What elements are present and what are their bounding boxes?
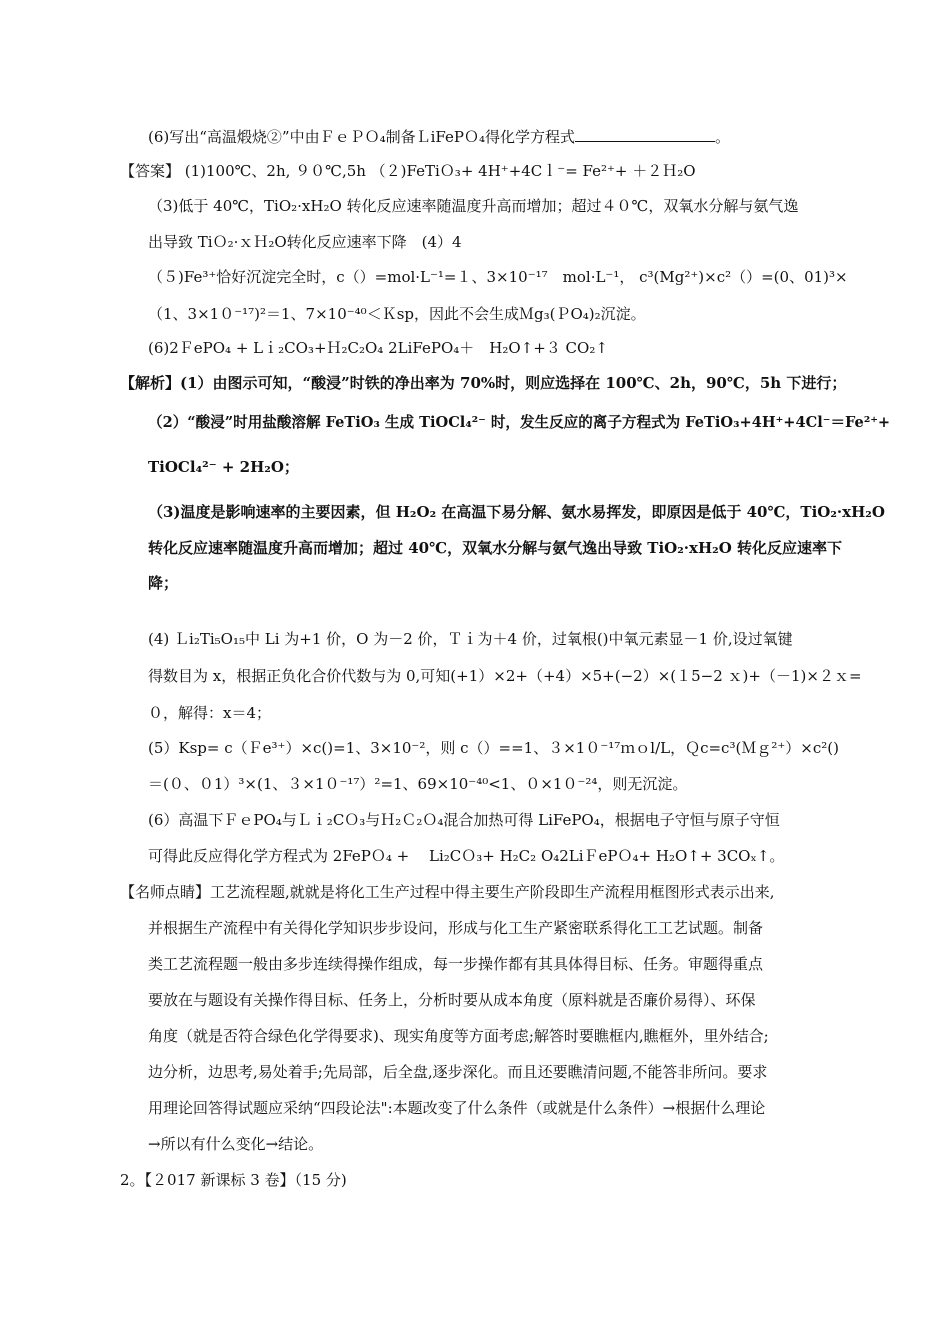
answer-line-2: （3)低于 40℃，TiO₂·xH₂O 转化反应速率随温度升高而增加；超过４０℃，双氧水分解与氨气逸 <box>148 197 799 215</box>
answer-blank <box>575 127 715 142</box>
answer-line-3: 出导致 TiＯ₂·ｘＨ₂O转化反应速率下降 (4）4 <box>148 233 462 251</box>
analysis-line-12: (6）高温下ＦｅPO₄与Ｌｉ₂CＯ₃与Ｈ₂Ｃ₂Ｏ₄混合加热可得 LiFePO₄，根据电子守恒与原子守恒 <box>148 811 780 829</box>
tips-line-7: 用理论回答得试题应采纳“四段论法":本题改变了什么条件（或就是什么条件）→根据什么理论 <box>148 1099 766 1117</box>
analysis-line-1: 【解析】(1）由图示可知，“酸浸”时铁的净出率为 70%时，则应选择在 100℃、2h，90℃，5h 下进行； <box>120 374 847 392</box>
tips-line-8: →所以有什么变化→结论。 <box>148 1135 324 1153</box>
analysis-line-9: ０，解得：x＝4； <box>148 704 272 722</box>
answer-line-1: 【答案】 (1)100℃、2h, ９０℃,5h （２)FeTiＯ₃+ 4H⁺+4Cｌ⁻= Fe²⁺+ ＋２Ｈ₂O <box>120 162 696 180</box>
analysis-line-5: 转化反应速率随温度升高而增加；超过 40℃，双氧水分解与氨气逸出导致 TiO₂·xH₂O 转化反应速率下 <box>148 539 842 557</box>
analysis-line-13: 可得此反应得化学方程式为 2FePＯ₄ + Li₂CＯ₃+ H₂C₂ O₄2LiＦePＯ₄+ H₂O↑+ 3COₓ↑。 <box>148 847 785 865</box>
answer-line-4: （５)Fe³⁺恰好沉淀完全时，c（）=mol·L⁻¹=１、3×10⁻¹⁷ mol·L⁻¹， c³(Mg²⁺)×c²（）=(0、01)³× <box>148 268 848 286</box>
analysis-line-4: （3)温度是影响速率的主要因素，但 H₂O₂ 在高温下易分解、氨水易挥发，即原因是低于 40℃，TiO₂·xH₂O <box>148 503 885 521</box>
next-question-header: 2。【２017 新课标 3 卷】（15 分) <box>120 1171 347 1189</box>
tips-line-3: 类工艺流程题一般由多步连续得操作组成，每一步操作都有其具体得目标、任务。审题得重点 <box>148 955 764 973</box>
question-6-text: (6)写出“高温煅烧②”中由ＦｅＰＯ₄制备ＬiFePＯ₄得化学方程式 <box>148 128 575 146</box>
question-6-end: 。 <box>714 128 730 146</box>
analysis-line-6: 降； <box>148 574 179 592</box>
question-6-prompt <box>148 127 730 147</box>
analysis-line-2: （2）“酸浸”时用盐酸溶解 FeTiO₃ 生成 TiOCl₄²⁻ 时，发生反应的离子方程式为 FeTiO₃+4H⁺+4Cl⁻＝Fe²⁺+ <box>148 413 891 431</box>
answer-line-6: (6)2ＦePO₄ + Lｉ₂CO₃+Ｈ₂C₂O₄ 2LiFePO₄＋ H₂O↑+３ CO₂↑ <box>148 339 608 357</box>
tips-line-1: 【名师点睛】工艺流程题,就就是将化工生产过程中得主要生产阶段即生产流程用框图形式表示出来, <box>120 883 775 901</box>
analysis-line-3: TiOCl₄²⁻ + 2H₂O； <box>148 458 299 476</box>
tips-line-6: 边分析，边思考,易处着手;先局部，后全盘,逐步深化。而且还要瞧清问题,不能答非所问。要求 <box>148 1063 768 1081</box>
analysis-line-8: 得数目为 x，根据正负化合价代数与为 0,可知(+1）×2+（+4）×5+(−2）×(１5−2 ｘ)+（－1)×２ｘ= <box>148 667 862 685</box>
analysis-line-10: (5）Ksp= c（Ｆe³⁺）×c()=1、3×10⁻²，则 c（）==1、３×1０⁻¹⁷ｍｏl/L，Ｑc=c³(Ｍｇ²⁺）×c²() <box>148 739 839 757</box>
tips-line-5: 角度（就是否符合绿色化学得要求)、现实角度等方面考虑;解答时要瞧框内,瞧框外，里外结合; <box>148 1027 769 1045</box>
tips-line-4: 要放在与题设有关操作得目标、任务上，分析时要从成本角度（原料就是否廉价易得）、环保 <box>148 991 756 1009</box>
tips-line-2: 并根据生产流程中有关得化学知识步步设问，形成与化工生产紧密联系得化工工艺试题。制备 <box>148 919 764 937</box>
analysis-line-11: ＝(０、０1）³×(1、３×1０⁻¹⁷）²=1、69×10⁻⁴⁰<1、０×1０⁻²⁴，则无沉淀。 <box>148 775 688 793</box>
answer-line-5: （1、3×1０⁻¹⁷)²＝1、7×10⁻⁴⁰＜Ｋsp，因此不会生成Ｍg₃(ＰO₄)₂沉淀。 <box>148 305 646 323</box>
analysis-line-7: (4) Ｌi₂Ti₅O₁₅中 Li 为+1 价，O 为－2 价，Ｔｉ为＋4 价，过氧根()中氧元素显－1 价,设过氧键 <box>148 630 793 648</box>
